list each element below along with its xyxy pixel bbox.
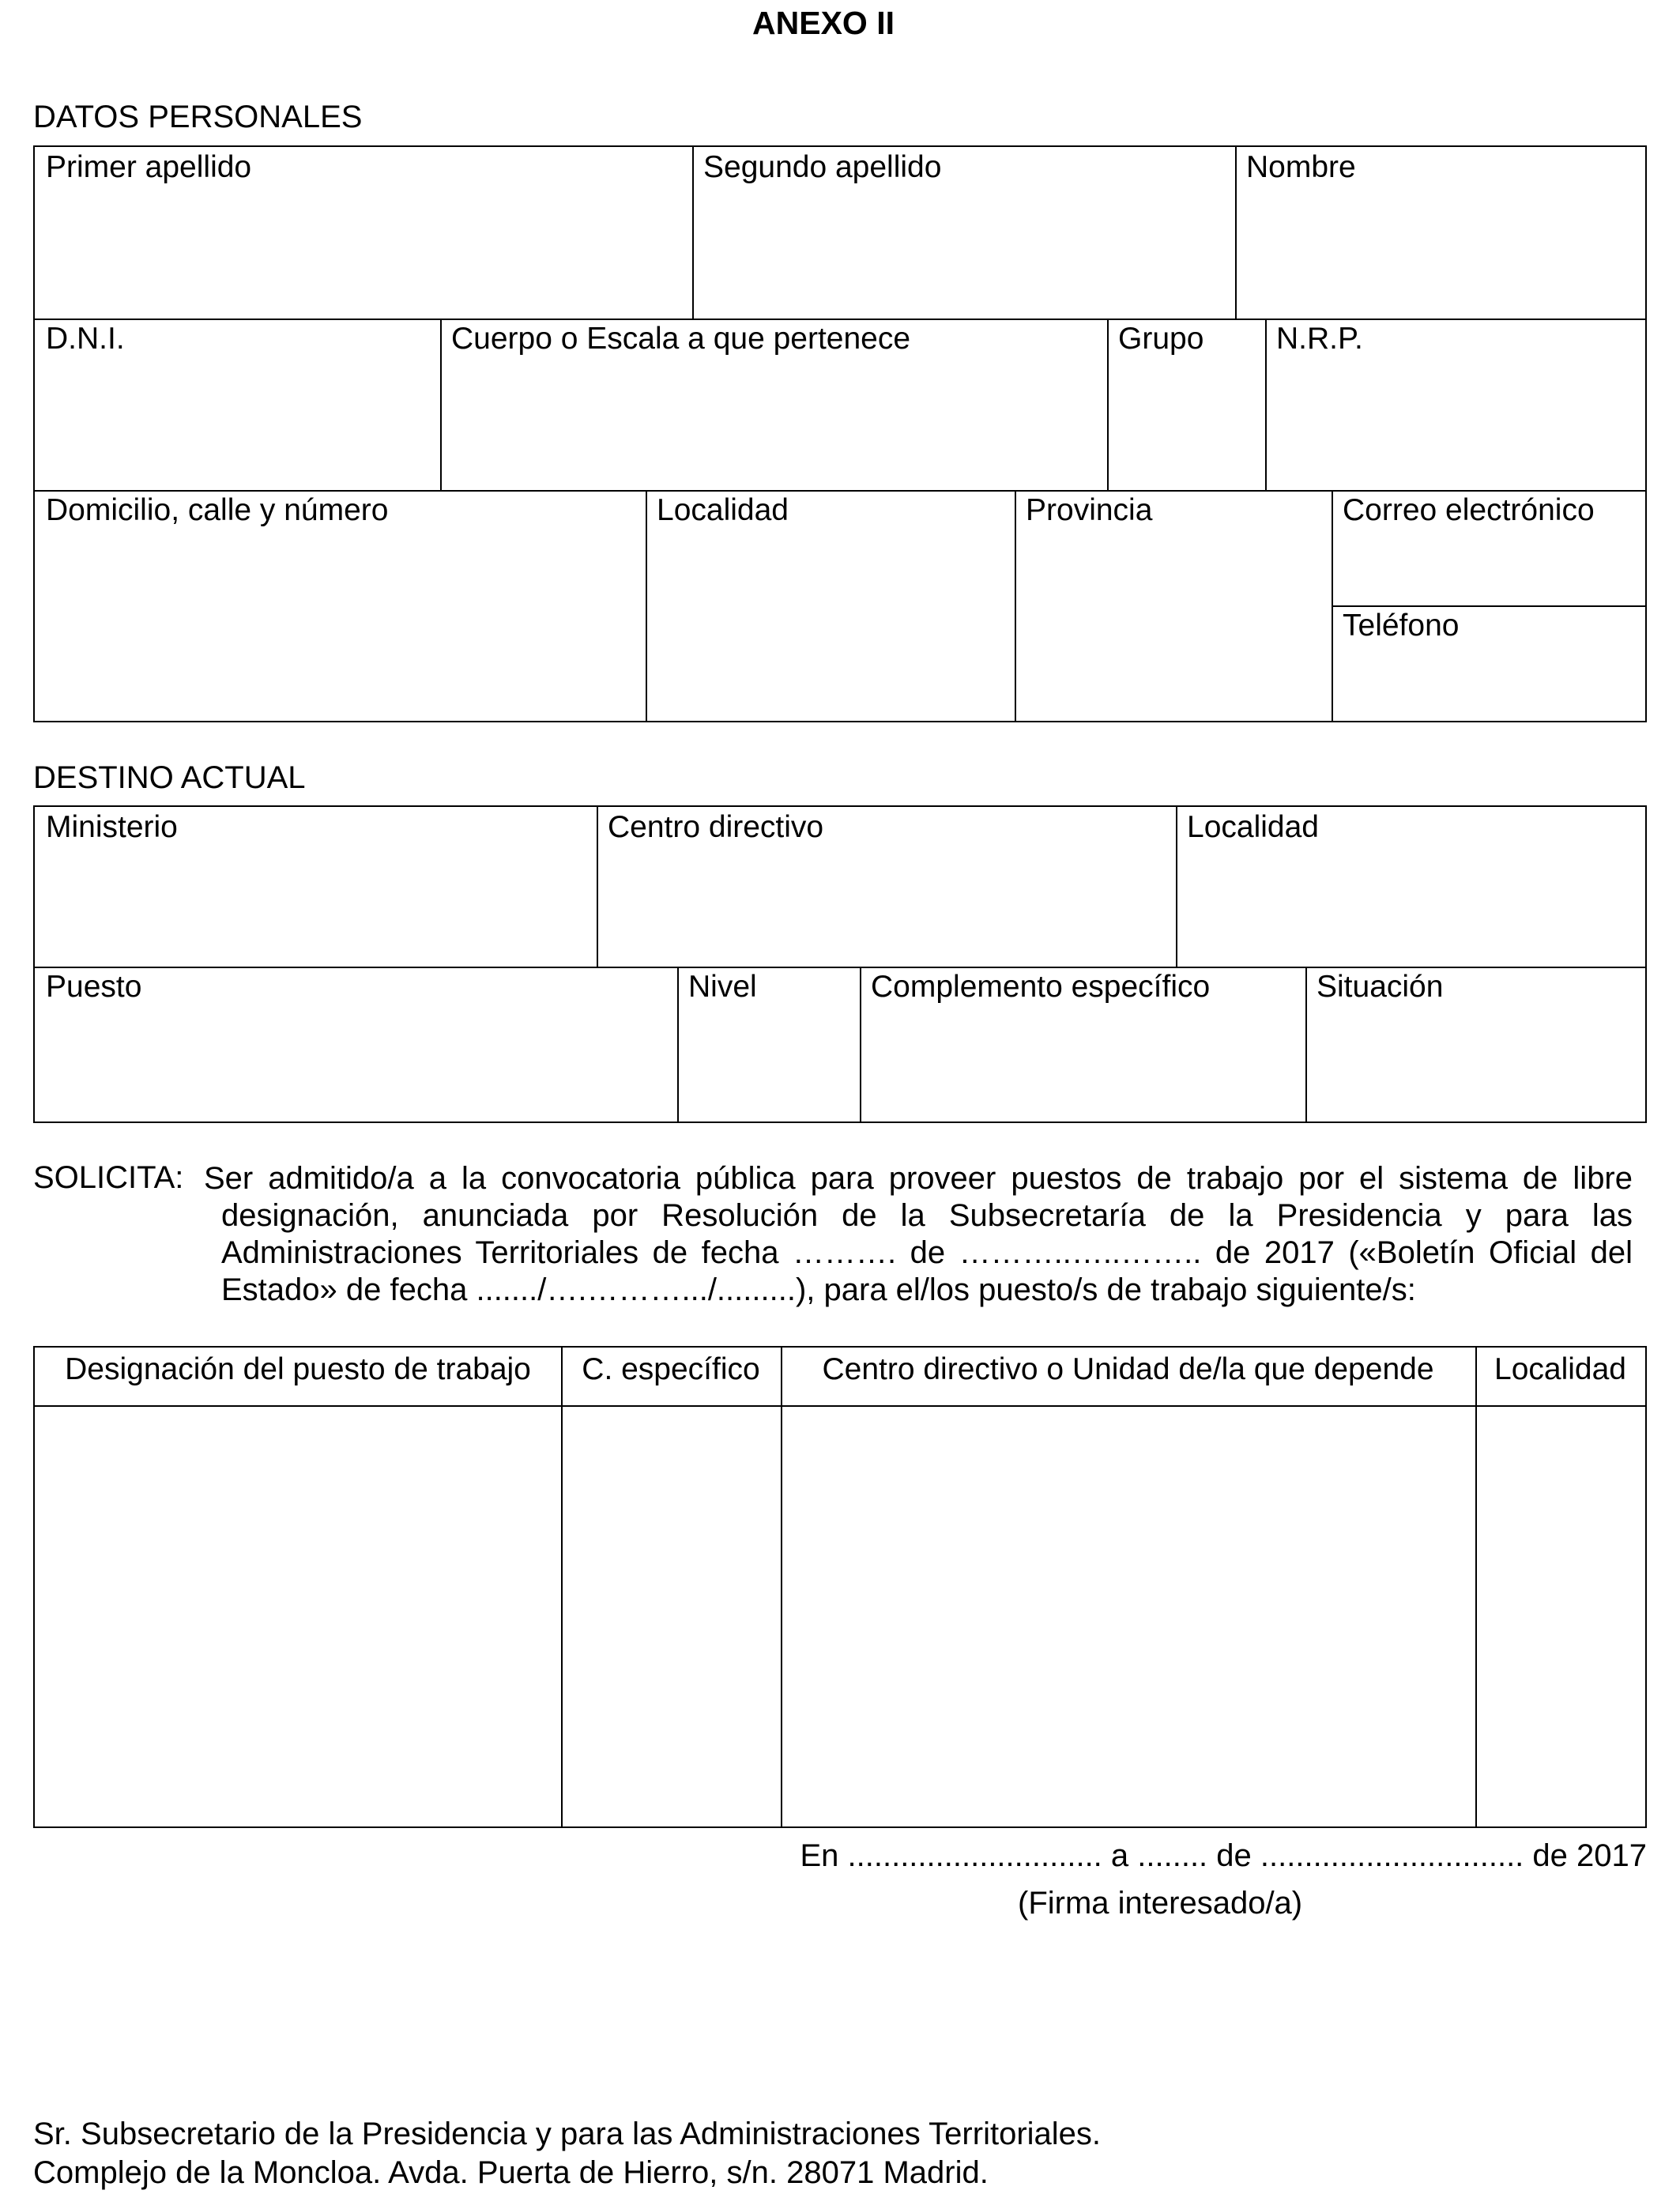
centro-directivo-input-cell[interactable] [782, 1407, 1475, 1828]
situacion-label: Situación [1317, 970, 1444, 1004]
datos-personales-heading: DATOS PERSONALES [33, 100, 363, 134]
c-especifico-input-cell[interactable] [563, 1407, 781, 1828]
firma-label: (Firma interesado/a) [1018, 1886, 1303, 1921]
localidad-label: Localidad [657, 493, 789, 527]
lugar-fecha-line[interactable]: En ............................. a ........ de .............................. de 2017 [800, 1838, 1647, 1873]
solicita-line-1: Ser admitido/a a la convocatoria pública para proveer puestos de trabajo por el sistema de libre [204, 1161, 1633, 1196]
destino-actual-heading: DESTINO ACTUAL [33, 760, 306, 795]
domicilio-field[interactable] [35, 490, 646, 722]
provincia-field[interactable] [1015, 490, 1332, 722]
telefono-field[interactable] [1332, 605, 1645, 722]
segundo-apellido-label: Segundo apellido [703, 150, 942, 184]
correo-label: Correo electrónico [1343, 493, 1595, 527]
complemento-label: Complemento específico [871, 970, 1211, 1004]
datos-personales-table [33, 145, 1647, 722]
ministerio-label: Ministerio [46, 810, 178, 844]
centro-directivo-label: Centro directivo [608, 810, 824, 844]
grupo-label: Grupo [1118, 322, 1204, 356]
solicita-line-3: Administraciones Territoriales de fecha ………. de ………..…..…….. de 2017 («Boletín Oficial del [221, 1235, 1633, 1270]
designacion-input-cell[interactable] [35, 1407, 561, 1828]
puesto-label: Puesto [46, 970, 142, 1004]
telefono-label: Teléfono [1343, 609, 1460, 643]
puestos-table [33, 1346, 1647, 1828]
nombre-label: Nombre [1246, 150, 1356, 184]
destino-actual-table [33, 805, 1647, 1123]
header-designacion: Designación del puesto de trabajo [65, 1352, 531, 1386]
nivel-field[interactable] [677, 967, 860, 1123]
domicilio-label: Domicilio, calle y número [46, 493, 389, 527]
complemento-field[interactable] [860, 967, 1305, 1123]
header-localidad: Localidad [1494, 1352, 1626, 1386]
primer-apellido-field[interactable] [35, 147, 692, 319]
localidad-field[interactable] [646, 490, 1015, 722]
page-title: ANEXO II [752, 5, 895, 41]
destino-localidad-label: Localidad [1187, 810, 1319, 844]
solicita-paragraph [204, 1160, 1633, 1309]
destino-localidad-field[interactable] [1176, 807, 1645, 967]
header-c-especifico: C. específico [582, 1352, 760, 1386]
nombre-field[interactable] [1235, 147, 1645, 319]
solicita-line-4: Estado» de fecha ......./….……….../.........), para el/los puesto/s de trabajo siguiente/s: [221, 1272, 1416, 1307]
provincia-label: Provincia [1026, 493, 1153, 527]
solicita-line-2: designación, anunciada por Resolución de la Subsecretaría de la Presidencia y para las [221, 1198, 1633, 1233]
localidad-input-cell[interactable] [1477, 1407, 1645, 1828]
destinatario-line-1: Sr. Subsecretario de la Presidencia y para las Administraciones Territoriales. [33, 2117, 1102, 2151]
cuerpo-label: Cuerpo o Escala a que pertenece [451, 322, 911, 356]
nrp-label: N.R.P. [1276, 322, 1363, 356]
header-centro-directivo: Centro directivo o Unidad de/la que depende [822, 1352, 1434, 1386]
puesto-field[interactable] [35, 967, 677, 1123]
solicita-label: SOLICITA: [33, 1160, 184, 1195]
correo-field[interactable] [1332, 490, 1645, 605]
nrp-field[interactable] [1265, 319, 1645, 490]
nivel-label: Nivel [688, 970, 757, 1004]
cuerpo-field[interactable] [440, 319, 1107, 490]
centro-directivo-field[interactable] [597, 807, 1176, 967]
segundo-apellido-field[interactable] [692, 147, 1235, 319]
situacion-field[interactable] [1305, 967, 1645, 1123]
dni-field[interactable] [35, 319, 440, 490]
dni-label: D.N.I. [46, 322, 125, 356]
primer-apellido-label: Primer apellido [46, 150, 252, 184]
ministerio-field[interactable] [35, 807, 597, 967]
grupo-field[interactable] [1107, 319, 1265, 490]
destinatario-line-2: Complejo de la Moncloa. Avda. Puerta de Hierro, s/n. 28071 Madrid. [33, 2155, 989, 2190]
